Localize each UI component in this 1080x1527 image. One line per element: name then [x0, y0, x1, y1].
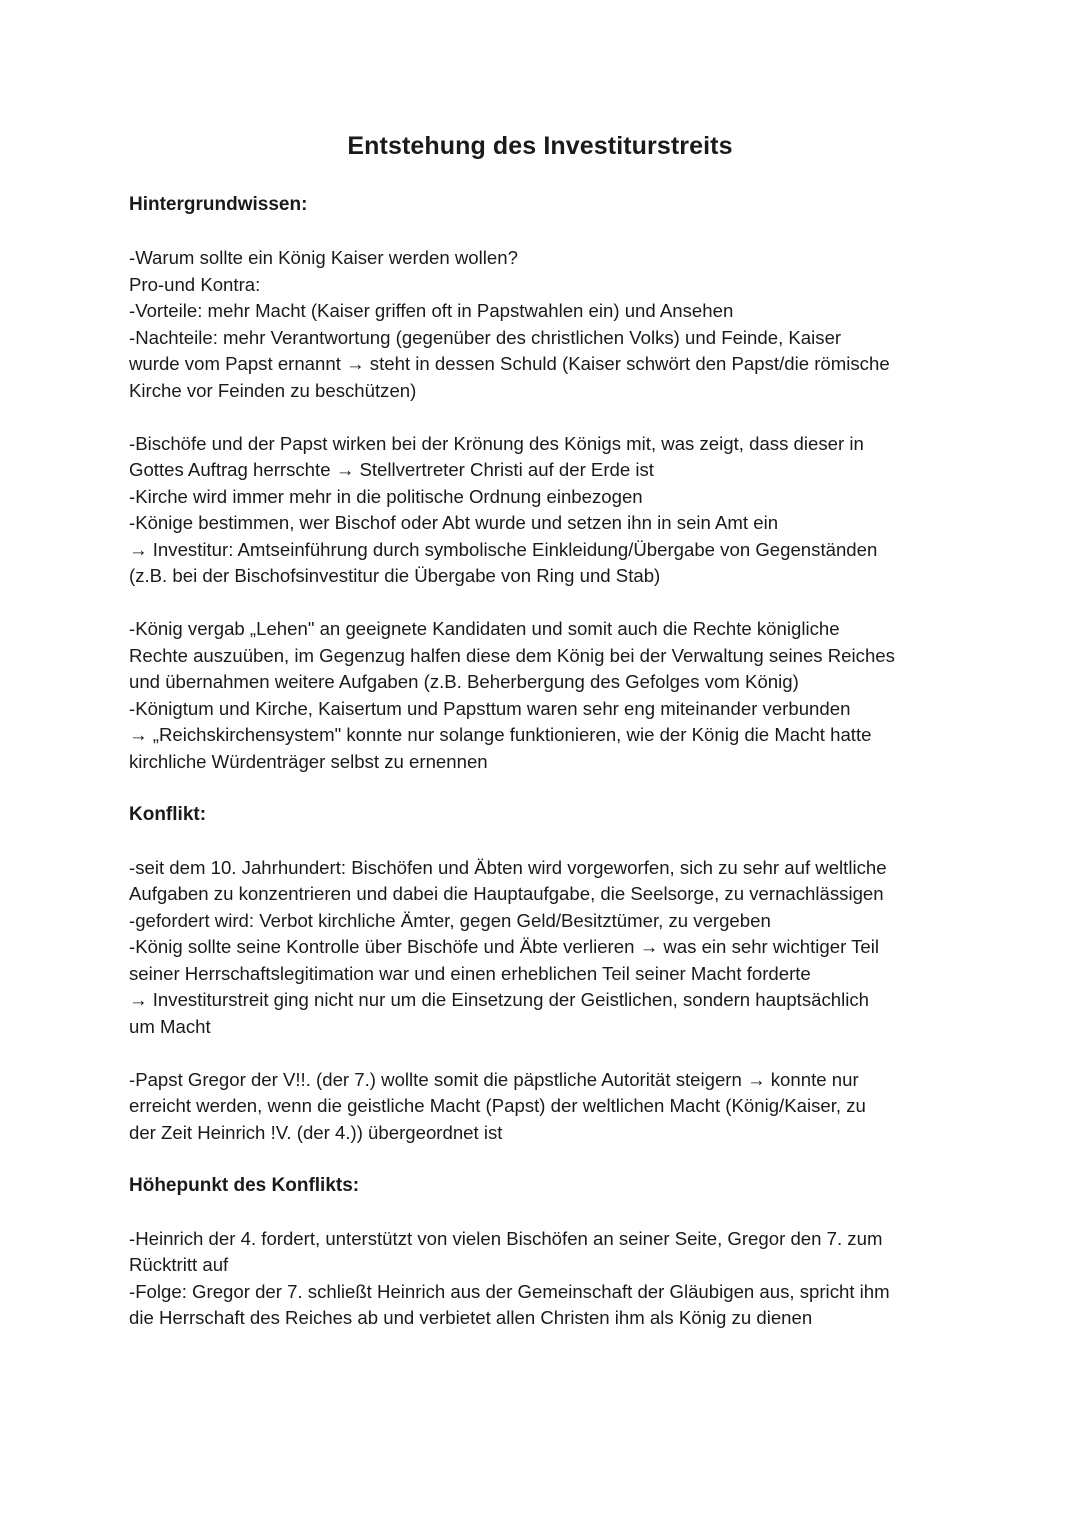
- text-line: -Folge: Gregor der 7. schließt Heinrich aus der Gemeinschaft der Gläubigen aus, spricht ihm: [129, 1280, 890, 1302]
- text-line: und übernahmen weitere Aufgaben (z.B. Beherbergung des Gefolges vom König): [129, 671, 799, 692]
- document-page: [129, 128, 959, 1358]
- text-line: -Könige bestimmen, wer Bischof oder Abt wurde und setzen ihn in sein Amt ein: [129, 512, 779, 533]
- text-line: (z.B. bei der Bischofsinvestitur die Übergabe von Ring und Stab): [129, 565, 661, 586]
- text-line: -Kirche wird immer mehr in die politische Ordnung einbezogen: [129, 485, 643, 507]
- text-line: Kirche vor Feinden zu beschützen): [129, 379, 417, 401]
- document-title: Entstehung des Investiturstreits: [347, 132, 733, 160]
- text-line: Rücktritt auf: [129, 1254, 229, 1275]
- paragraph-hintergrund-1: [129, 245, 959, 404]
- section-heading-hintergrund: Hintergrundwissen:: [129, 194, 308, 215]
- text-line: -Nachteile: mehr Verantwortung (gegenüber des christlichen Volks) und Feinde, Kaiser: [129, 326, 842, 348]
- text-line: -Vorteile: mehr Macht (Kaiser griffen oft in Papstwahlen ein) und Ansehen: [129, 300, 734, 321]
- text-line: wurde vom Papst ernannt → steht in dessen Schuld (Kaiser schwört den Papst/die römische: [129, 353, 890, 374]
- text-line: -König sollte seine Kontrolle über Bischöfe und Äbte verlieren → was ein sehr wichtiger Teil: [129, 936, 879, 957]
- text-line: Aufgaben zu konzentrieren und dabei die Hauptaufgabe, die Seelsorge, zu vernachlässigen: [129, 883, 884, 904]
- text-line: Pro-und Kontra:: [129, 273, 261, 295]
- text-line: -König vergab „Lehen" an geeignete Kandidaten und somit auch die Rechte königliche: [129, 618, 840, 639]
- paragraph-konflikt-2: [129, 1067, 959, 1147]
- text-line: -gefordert wird: Verbot kirchliche Ämter, gegen Geld/Besitztümer, zu vergeben: [129, 909, 771, 931]
- paragraph-konflikt-1: [129, 855, 959, 1041]
- text-line: Rechte auszuüben, im Gegenzug halfen diese dem König bei der Verwaltung seines Reiches: [129, 644, 895, 666]
- paragraph-hintergrund-3: [129, 616, 959, 775]
- text-line: -Warum sollte ein König Kaiser werden wollen?: [129, 247, 518, 268]
- section-heading-konflikt: Konflikt:: [129, 803, 207, 825]
- text-line: Gottes Auftrag herrschte → Stellvertreter Christi auf der Erde ist: [129, 459, 654, 480]
- text-line: seiner Herrschaftslegitimation war und einen erheblichen Teil seiner Macht forderte: [129, 962, 811, 984]
- paragraph-hintergrund-2: [129, 431, 959, 590]
- text-line: um Macht: [129, 1015, 211, 1037]
- text-line: -Papst Gregor der V!!. (der 7.) wollte somit die päpstliche Autorität steigern → konnte nur: [129, 1068, 859, 1090]
- text-line: -Heinrich der 4. fordert, unterstützt von vielen Bischöfen an seiner Seite, Gregor den 7. zum: [129, 1227, 883, 1249]
- paragraph-hoehepunkt-1: [129, 1226, 959, 1332]
- section-heading-hoehepunkt: Höhepunkt des Konflikts:: [129, 1174, 360, 1196]
- text-line: → Investitur: Amtseinführung durch symbolische Einkleidung/Übergabe von Gegenständen: [129, 538, 878, 560]
- text-line: der Zeit Heinrich !V. (der 4.)) übergeordnet ist: [129, 1121, 503, 1143]
- text-line: → „Reichskirchensystem" konnte nur solange funktionieren, wie der König die Macht hatte: [129, 724, 872, 745]
- text-line: die Herrschaft des Reiches ab und verbietet allen Christen ihm als König zu dienen: [129, 1307, 813, 1328]
- text-line: -seit dem 10. Jahrhundert: Bischöfen und Äbten wird vorgeworfen, sich zu sehr auf weltliche: [129, 856, 887, 878]
- text-line: kirchliche Würdenträger selbst zu ernennen: [129, 750, 488, 772]
- text-line: -Bischöfe und der Papst wirken bei der Krönung des Königs mit, was zeigt, dass dieser in: [129, 432, 864, 454]
- text-line: -Königtum und Kirche, Kaisertum und Papsttum waren sehr eng miteinander verbunden: [129, 697, 851, 719]
- text-line: → Investiturstreit ging nicht nur um die Einsetzung der Geistlichen, sondern hauptsächlich: [129, 989, 870, 1010]
- text-line: erreicht werden, wenn die geistliche Macht (Papst) der weltlichen Macht (König/Kaiser, zu: [129, 1095, 866, 1116]
